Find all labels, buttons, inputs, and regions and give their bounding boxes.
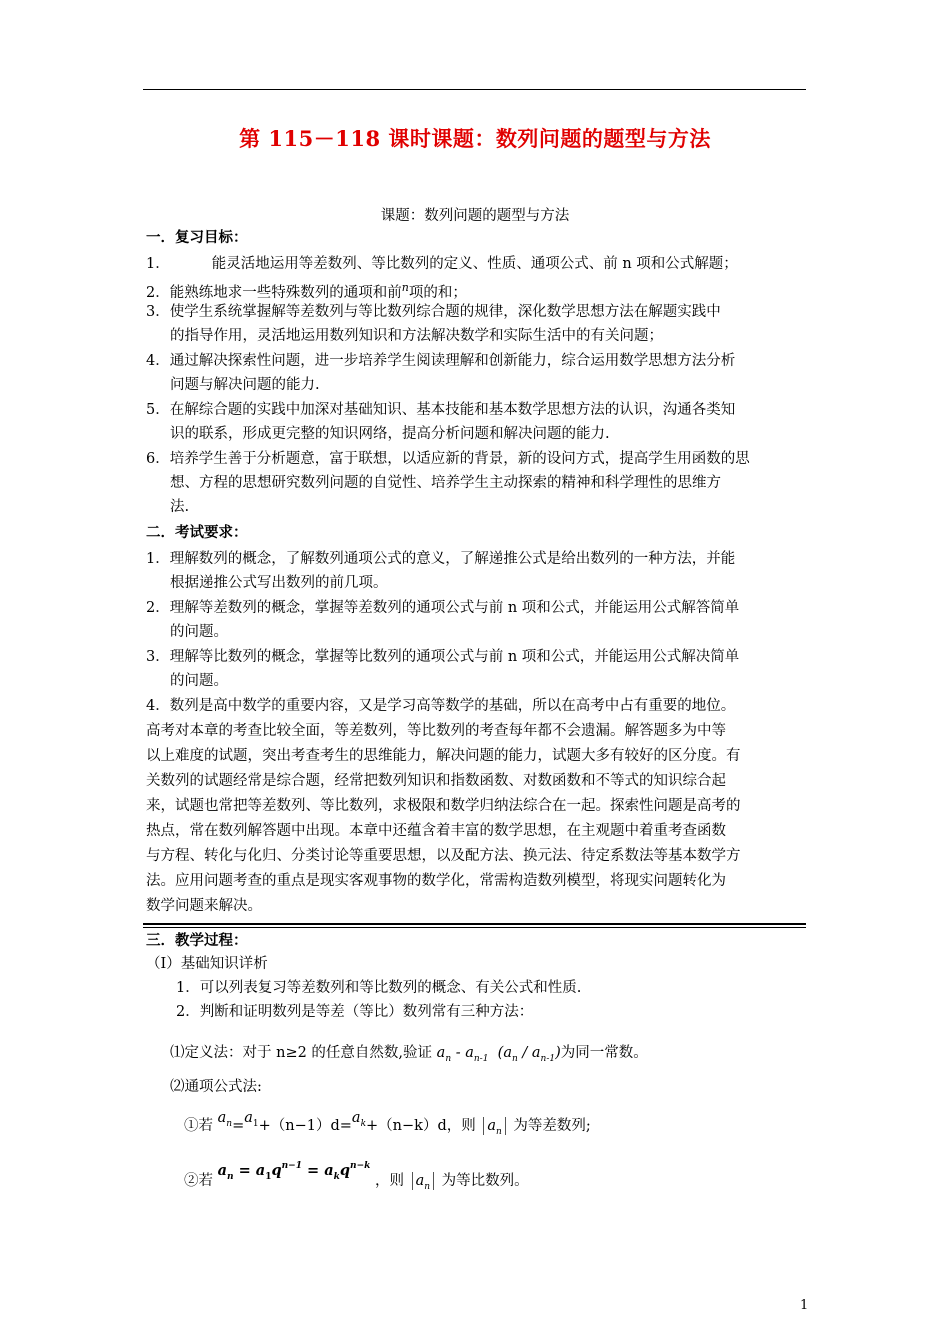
goal-3-line1: 3．使学生系统掌握解等差数列与等比数列综合题的规律，深化数学思想方法在解题实践中: [146, 304, 721, 320]
goal-4-line2: 问题与解决问题的能力.: [170, 377, 320, 393]
lesson-subtitle: 课题：数列问题的题型与方法: [380, 208, 570, 224]
basic-knowledge-heading: （Ⅰ）基础知识详析: [146, 956, 268, 972]
formula-arith-an: $a_n$: [217, 1110, 233, 1129]
goal-6-line3: 法.: [170, 499, 190, 515]
case-arithmetic-tail: 为等差数列;: [513, 1118, 591, 1134]
goal-2-text-a: 2．能熟练地求一些特殊数列的通项和前: [146, 285, 402, 301]
goal-1-text: 能灵活地运用等差数列、等比数列的定义、性质、通项公式、前 n 项和公式解题；: [211, 256, 738, 272]
para-line-3: 以上难度的试题，突出考查考生的思维能力，解决问题的能力，试题大多有较好的区分度。有: [146, 748, 741, 764]
para-line-6: 热点，常在数列解答题中出现。本章中还蕴含着丰富的数学思想，在主观题中着重考查函数: [146, 823, 726, 839]
req-1-line2: 根据递推公式写出数列的前几项。: [170, 575, 388, 591]
case-arithmetic: ①若 $a_n=a_1+(n-1)d=a_k+(n-k)d$，则 $a_n$ 为等差数列;: [184, 1110, 591, 1137]
section1-heading: 一．复习目标：: [146, 229, 248, 246]
case-geometric-label: ②若: [184, 1173, 213, 1189]
goal-2-text-b: 项的和；: [408, 285, 467, 301]
goal-1: [146, 255, 738, 273]
brace-left-2: [412, 1172, 413, 1190]
method-definition-tail: 为同一常数。: [560, 1045, 648, 1061]
para-line-2: 高考对本章的考查比较全面，等差数列，等比数列的考查每年都不会遗漏。解答题多为中等: [146, 723, 726, 739]
req-1-line1: 1．理解数列的概念，了解数列通项公式的意义，了解递推公式是给出数列的一种方法，并能: [146, 551, 736, 567]
page-number: 1: [800, 1298, 809, 1313]
goal-3-line2: 的指导作用，灵活地运用数列知识和方法解决数学和实际生活中的有关问题；: [170, 328, 663, 344]
case-arithmetic-label: ①若: [184, 1118, 213, 1134]
req-2-line1: 2．理解等差数列的概念，掌握等差数列的通项公式与前 n 项和公式，并能运用公式解答简单: [146, 600, 740, 616]
goal-6-line1: 6．培养学生善于分析题意，富于联想，以适应新的背景，新的设问方式，提高学生用函数的思: [146, 451, 750, 467]
req-3-line2: 的问题。: [170, 673, 228, 689]
point-1: 1．可以列表复习等差数列和等比数列的概念、有关公式和性质.: [176, 980, 582, 996]
goal-6-line2: 想、方程的思想研究数列问题的自觉性、培养学生主动探索的精神和科学理性的思维方: [170, 475, 721, 491]
method-definition: [170, 1044, 648, 1068]
req-2-line2: 的问题。: [170, 624, 228, 640]
formula-ratio: $(a_n / a_{n-1})$: [497, 1045, 561, 1064]
para-line-9: 数学问题来解决。: [146, 898, 262, 914]
case-geometric-then: ，则: [374, 1173, 404, 1189]
goal-2-n: n: [401, 281, 409, 294]
formula-arith-ak: $a_k$: [351, 1110, 367, 1129]
sequence-an-2: $a_n$: [415, 1173, 431, 1192]
para-line-7: 与方程、转化与化归、分类讨论等重要思想，以及配方法、换元法、待定系数法等基本数学方: [146, 848, 741, 864]
para-line-8: 法。应用问题考查的重点是现实客观事物的数学化，常需构造数列模型，将现实问题转化为: [146, 873, 726, 889]
sequence-an: $a_n$: [487, 1118, 502, 1137]
case-arithmetic-mid: +（n−1）d=: [258, 1118, 352, 1134]
section-divider: [143, 923, 806, 925]
point-2: 2．判断和证明数列是等差（等比）数列常有三种方法：: [176, 1004, 534, 1020]
formula-arith-a1: $a_1$: [244, 1110, 259, 1129]
case-geometric: [184, 1161, 529, 1196]
method-general-term: ⑵通项公式法:: [170, 1079, 262, 1095]
formula-geometric: $a_n = a_1q^{n-1} = a_kq^{n-k}$: [217, 1161, 371, 1182]
goal-4-line1: 4．通过解决探索性问题，进一步培养学生阅读理解和创新能力，综合运用数学思想方法分析: [146, 353, 736, 369]
goal-1-number: 1．: [146, 256, 170, 272]
brace-right: [505, 1117, 506, 1135]
para-line-4: 关数列的试题经常是综合题，经常把数列知识和指数函数、对数函数和不等式的知识综合起: [146, 773, 726, 789]
section3-heading: 三．教学过程：: [146, 932, 248, 949]
case-geometric-tail: 为等比数列。: [441, 1173, 529, 1189]
brace-right-2: [433, 1172, 434, 1190]
case-arithmetic-then: +（n−k）d，则: [366, 1118, 476, 1134]
formula-difference: $a_n - a_{n-1}$: [436, 1045, 489, 1064]
goal-2: [146, 279, 467, 302]
section-divider-thin: [143, 927, 806, 928]
goal-5-line1: 5．在解综合题的实践中加深对基础知识、基本技能和基本数学思想方法的认识，沟通各类知: [146, 402, 736, 418]
header-rule: [143, 89, 806, 90]
section2-heading: 二．考试要求：: [146, 524, 248, 541]
para-line-1: 4．数列是高中数学的重要内容，又是学习高等数学的基础，所以在高考中占有重要的地位。: [146, 698, 736, 714]
req-3-line1: 3．理解等比数列的概念，掌握等比数列的通项公式与前 n 项和公式，并能运用公式解决简单: [146, 649, 740, 665]
brace-left: [483, 1117, 484, 1135]
para-line-5: 来，试题也常把等差数列、等比数列，求极限和数学归纳法综合在一起。探索性问题是高考的: [146, 798, 741, 814]
method-definition-text: ⑴定义法：对于 n≥2 的任意自然数,验证: [170, 1045, 433, 1061]
document-title: 第 115－118 课时课题：数列问题的题型与方法: [239, 126, 711, 151]
goal-5-line2: 识的联系，形成更完整的知识网络，提高分析问题和解决问题的能力.: [170, 426, 610, 442]
